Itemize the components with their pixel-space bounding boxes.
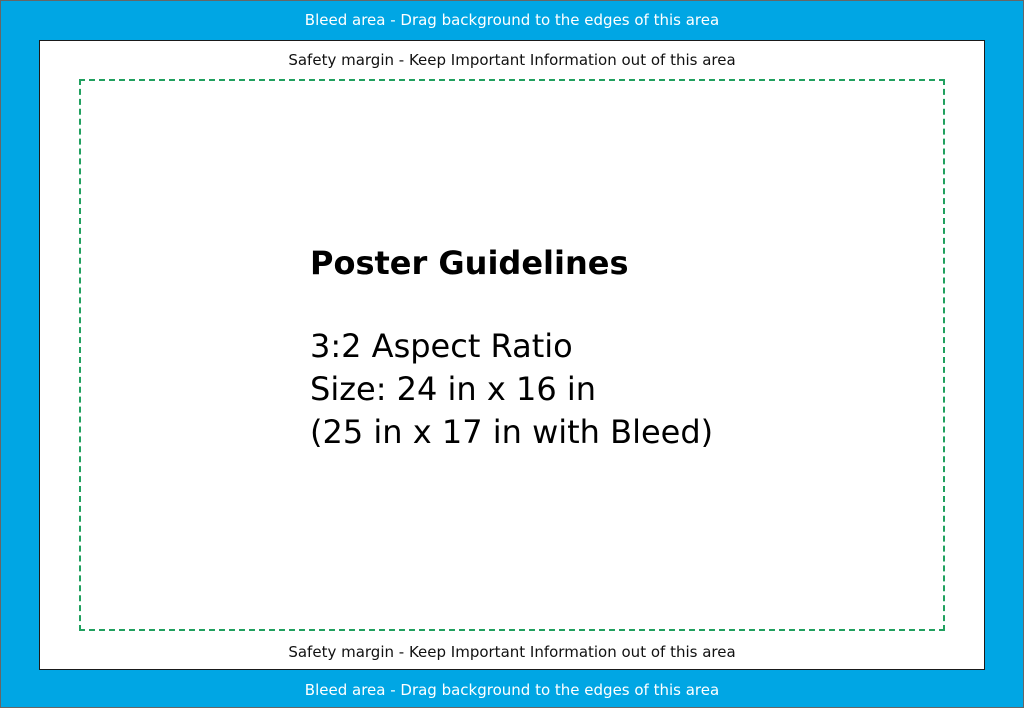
bleed-label-top: Bleed area - Drag background to the edges of this area [304,11,720,29]
aspect-ratio-line: 3:2 Aspect Ratio [310,327,573,365]
poster-guidelines-text [310,241,713,454]
bleed-size-line: (25 in x 17 in with Bleed) [310,413,714,451]
poster-title: Poster Guidelines [310,244,629,282]
safety-label-bottom: Safety margin - Keep Important Information out of this area [288,643,736,661]
safety-label-top: Safety margin - Keep Important Information out of this area [288,51,736,69]
size-line: Size: 24 in x 16 in [310,370,597,408]
bleed-label-bottom: Bleed area - Drag background to the edges of this area [304,681,720,699]
